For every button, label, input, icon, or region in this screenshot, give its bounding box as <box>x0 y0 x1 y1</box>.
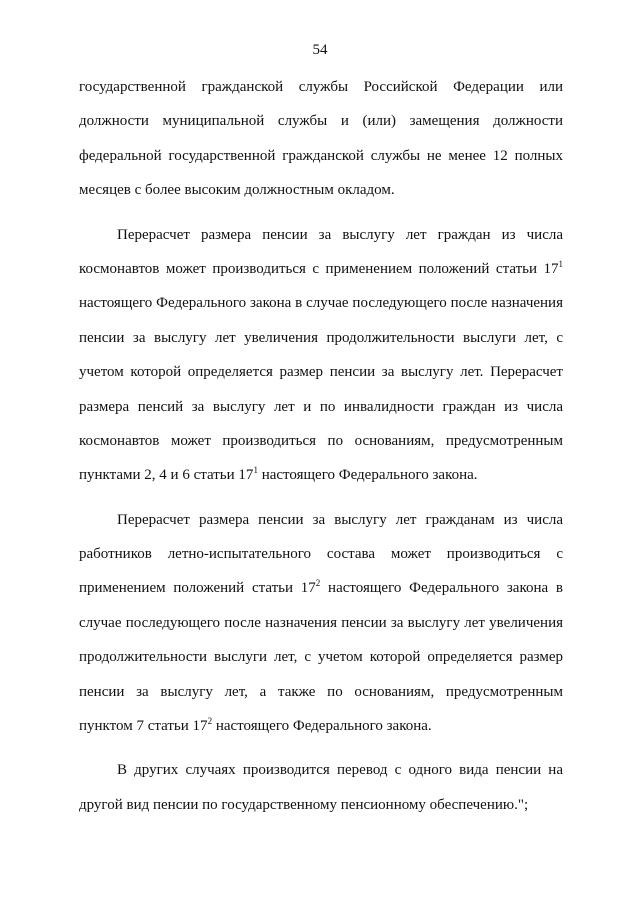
text-line: месяцев с более высоким должностным окладом. <box>79 182 395 199</box>
text-line: Перерасчет размера пенсии за выслугу лет гражданам из числа <box>117 511 563 528</box>
document-body <box>79 70 563 832</box>
superscript: 1 <box>558 258 563 269</box>
text-line: пунктом 7 статьи $17^2$ настоящего Федерального закона. <box>79 716 432 735</box>
superscript: 2 <box>207 716 213 727</box>
superscript: 2 <box>315 578 321 589</box>
paragraph-3 <box>79 503 563 744</box>
text-line: федеральной государственной гражданской службы не менее 12 полных <box>79 147 563 164</box>
paragraph-1 <box>79 70 563 208</box>
text-line: космонавтов может производиться с применением положений статьи $17^1$ <box>79 258 563 277</box>
text-line: пенсии за выслугу лет, а также по основаниям, предусмотренным <box>79 683 563 700</box>
text-line: размера пенсий за выслугу лет и по инвалидности граждан из числа <box>79 398 563 415</box>
text-line: должности муниципальной службы и (или) замещения должности <box>79 113 563 130</box>
text-line: В других случаях производится перевод с одного вида пенсии на <box>117 762 563 779</box>
text-line: космонавтов может производиться по основаниям, предусмотренным <box>79 432 563 449</box>
text-line: учетом которой определяется размер пенсии за выслугу лет. Перерасчет <box>79 364 563 381</box>
superscript: 1 <box>253 465 258 476</box>
paragraph-2 <box>79 218 563 493</box>
text-line: другой вид пенсии по государственному пенсионному обеспечению."; <box>79 796 529 813</box>
page-number: 54 <box>312 42 328 58</box>
text-line: случае последующего после назначения пенсии за выслугу лет увеличения <box>79 614 563 631</box>
text-line: Перерасчет размера пенсии за выслугу лет граждан из числа <box>117 226 563 243</box>
text-line: пунктами 2, 4 и 6 статьи $17^1$ настоящего Федерального закона. <box>79 465 478 484</box>
text-line: применением положений статьи $17^2$ настоящего Федерального закона в <box>79 578 564 597</box>
text-line: настоящего Федерального закона в случае последующего после назначения <box>79 295 563 312</box>
paragraph-4 <box>79 753 563 822</box>
text-line: работников летно-испытательного состава может производиться с <box>79 546 563 563</box>
text-line: государственной гражданской службы Российской Федерации или <box>79 79 563 95</box>
text-line: продолжительности выслуги лет, с учетом которой определяется размер <box>79 649 563 666</box>
text-line: пенсии за выслугу лет увеличения продолжительности выслуги лет, с <box>79 329 563 346</box>
